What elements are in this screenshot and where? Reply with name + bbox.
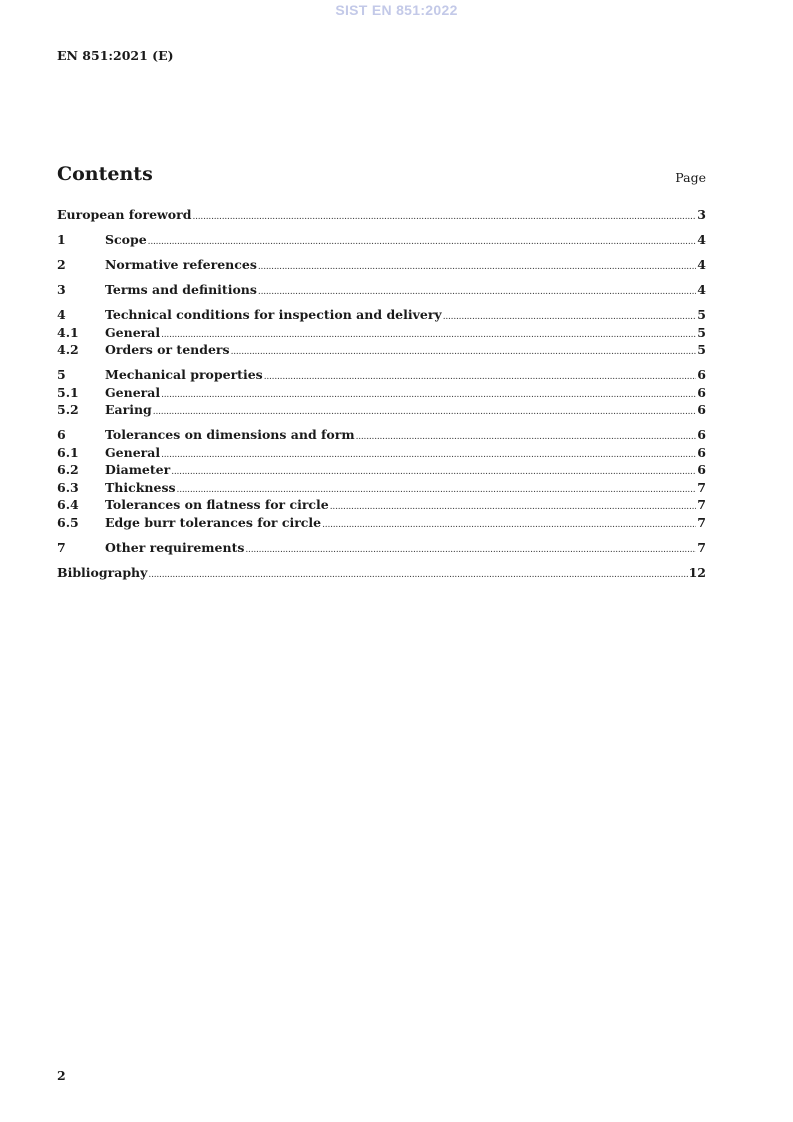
toc-entry-number: 2 [57,257,66,272]
toc-entry-6-3[interactable] [57,480,706,498]
toc-entry-bibliography[interactable] [57,565,706,583]
toc-entry-title: Technical conditions for inspection and delivery [105,307,442,322]
toc-entry-1[interactable] [57,232,706,250]
toc-entry-title: General [105,444,161,460]
toc-entry-4[interactable] [57,307,706,325]
toc-leader-dots [161,390,696,400]
contents-heading: Contents [57,163,153,185]
toc-entry-4-1[interactable] [57,325,706,343]
toc-entry-number: 7 [57,539,66,555]
toc-entry-title: Tolerances on dimensions and form [105,427,355,442]
toc-entry-title: Terms and definitions [105,282,257,297]
toc-leader-dots [231,347,697,357]
toc-entry-5-1[interactable] [57,385,706,403]
toc-entry-page: 7 [697,497,706,512]
toc-entry-page: 7 [697,514,706,530]
toc-leader-dots [330,502,697,512]
toc-entry-page: 4 [697,232,706,247]
toc-entry-6-1[interactable] [57,445,706,463]
toc-entry-number: 6.5 [57,514,79,530]
toc-entry-title: General [105,324,161,340]
toc-entry-title: Tolerances on flatness for circle [105,497,329,512]
toc-entry-number: 5 [57,367,66,382]
toc-entry-number: 4 [57,307,66,322]
toc-entry-3[interactable] [57,282,706,300]
toc-entry-page: 6 [697,427,706,442]
toc-entry-page: 4 [697,257,706,272]
toc-entry-title: Earing [105,402,152,417]
toc-entry-number: 4.2 [57,342,79,357]
toc-entry-page: 12 [688,564,706,580]
toc-entry-6-5[interactable] [57,515,706,533]
toc-entry-title: Thickness [105,479,176,495]
document-reference: EN 851:2021 (E) [57,48,174,63]
toc-leader-dots [148,237,697,247]
toc-entry-page: 3 [697,207,706,222]
toc-entry-page: 6 [697,384,706,400]
toc-entry-page: 7 [697,539,706,555]
toc-entry-title: Normative references [105,257,257,272]
toc-entry-number: 5.2 [57,402,79,417]
page-column-label: Page [675,170,706,185]
toc-entry-page: 5 [697,324,706,340]
toc-entry-number: 5.1 [57,384,79,400]
toc-entry-6-2[interactable] [57,462,706,480]
toc-entry-title: Edge burr tolerances for circle [105,514,322,530]
toc-entry-page: 6 [697,462,706,477]
toc-leader-dots [161,330,696,340]
toc-entry-page: 5 [697,307,706,322]
toc-entry-7[interactable] [57,540,706,558]
toc-leader-dots [258,287,696,297]
toc-entry-5-2[interactable] [57,402,706,420]
page-number: 2 [57,1068,66,1083]
toc-entry-number: 6.4 [57,497,79,512]
toc-entry-2[interactable] [57,257,706,275]
toc-entry-title: Orders or tenders [105,342,230,357]
toc-entry-6[interactable] [57,427,706,445]
toc-leader-dots [153,407,697,417]
table-of-contents [57,207,706,582]
toc-entry-page: 4 [697,282,706,297]
toc-entry-page: 6 [697,402,706,417]
toc-entry-title: Scope [105,232,147,247]
toc-entry-number: 6 [57,427,66,442]
toc-entry-title: General [105,384,161,400]
toc-entry-6-4[interactable] [57,497,706,515]
toc-leader-dots [192,212,696,222]
toc-leader-dots [171,467,696,477]
toc-entry-title: Other requirements [105,539,245,555]
toc-entry-number: 4.1 [57,324,79,340]
toc-leader-dots [177,485,697,495]
toc-leader-dots [356,432,697,442]
toc-entry-page: 6 [697,444,706,460]
toc-entry-page: 6 [697,367,706,382]
toc-leader-dots [443,312,697,322]
toc-entry-foreword[interactable] [57,207,706,225]
toc-leader-dots [264,372,697,382]
toc-entry-title: Diameter [105,462,171,477]
toc-entry-number: 6.3 [57,479,79,495]
toc-entry-title: European foreword [57,207,192,222]
toc-entry-number: 6.2 [57,462,79,477]
toc-leader-dots [322,520,696,530]
toc-entry-5[interactable] [57,367,706,385]
toc-leader-dots [161,450,696,460]
toc-entry-4-2[interactable] [57,342,706,360]
toc-entry-number: 3 [57,282,66,297]
toc-entry-page: 7 [697,479,706,495]
toc-entry-number: 1 [57,232,66,247]
toc-entry-page: 5 [697,342,706,357]
toc-leader-dots [258,262,696,272]
toc-leader-dots [148,570,687,580]
toc-entry-title: Mechanical properties [105,367,263,382]
watermark: SIST EN 851:2022 [335,2,458,18]
toc-entry-number: 6.1 [57,444,79,460]
toc-leader-dots [245,545,696,555]
toc-entry-title: Bibliography [57,564,148,580]
